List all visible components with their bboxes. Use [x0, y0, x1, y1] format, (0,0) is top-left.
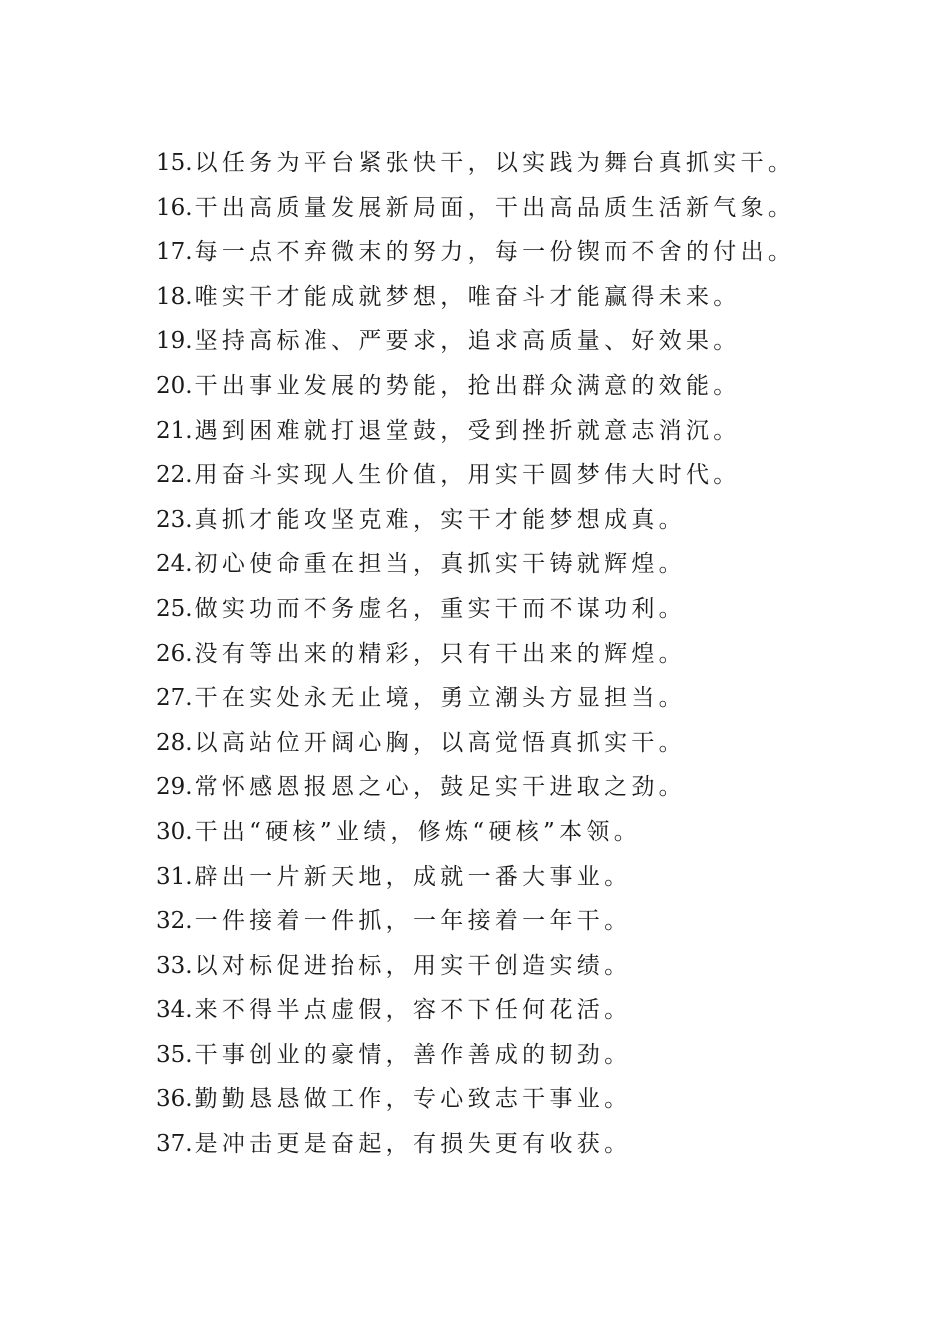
list-item	[156, 1081, 795, 1126]
item-text: 干出“硬核”业绩，修炼“硬核”本领。	[194, 818, 642, 845]
item-number: 23.	[156, 506, 193, 533]
list-item	[156, 636, 795, 681]
item-text: 干事创业的豪情，善作善成的韧劲。	[194, 1041, 632, 1068]
slogan-list	[156, 145, 795, 1171]
item-text: 干出高质量发展新局面，干出高品质生活新气象。	[194, 194, 796, 221]
list-item	[156, 1037, 795, 1082]
item-number: 17.	[156, 239, 193, 266]
item-number: 24.	[156, 551, 193, 578]
item-text: 唯实干才能成就梦想，唯奋斗才能赢得未来。	[194, 283, 741, 310]
list-item	[156, 725, 795, 770]
list-item	[156, 591, 795, 636]
list-item	[156, 502, 795, 547]
list-item	[156, 903, 795, 948]
item-text: 以任务为平台紧张快干，以实践为舞台真抓实干。	[194, 150, 796, 176]
item-number: 27.	[156, 685, 193, 712]
list-item	[156, 145, 795, 190]
list-item	[156, 546, 795, 591]
item-text: 真抓才能攻坚克难，实干才能梦想成真。	[194, 506, 686, 533]
item-number: 25.	[156, 595, 193, 622]
item-text: 来不得半点虚假，容不下任何花活。	[194, 997, 632, 1024]
list-item	[156, 1126, 795, 1171]
list-item	[156, 323, 795, 368]
list-item	[156, 413, 795, 458]
item-number: 18.	[156, 283, 193, 310]
list-item	[156, 769, 795, 814]
item-number: 29.	[156, 774, 193, 801]
item-text: 没有等出来的精彩，只有干出来的辉煌。	[194, 640, 686, 667]
item-number: 22.	[156, 462, 193, 489]
item-number: 32.	[156, 908, 193, 935]
list-item	[156, 368, 795, 413]
item-number: 26.	[156, 640, 193, 667]
item-number: 35.	[156, 1041, 193, 1068]
item-text: 用奋斗实现人生价值，用实干圆梦伟大时代。	[194, 462, 741, 489]
item-text: 坚持高标准、严要求，追求高质量、好效果。	[194, 328, 741, 355]
list-item	[156, 948, 795, 993]
item-text: 做实功而不务虚名，重实干而不谋功利。	[194, 595, 686, 622]
item-number: 31.	[156, 863, 193, 890]
item-text: 以对标促进抬标，用实干创造实绩。	[194, 952, 632, 979]
item-number: 34.	[156, 997, 193, 1024]
item-text: 干在实处永无止境，勇立潮头方显担当。	[194, 685, 686, 712]
item-number: 36.	[156, 1086, 193, 1113]
list-item	[156, 859, 795, 904]
item-text: 一件接着一件抓，一年接着一年干。	[194, 908, 632, 935]
list-item	[156, 279, 795, 324]
item-text: 是冲击更是奋起，有损失更有收获。	[194, 1131, 632, 1158]
item-text: 每一点不弃微末的努力，每一份锲而不舍的付出。	[194, 239, 796, 266]
item-text: 勤勤恳恳做工作，专心致志干事业。	[194, 1086, 632, 1113]
item-number: 15.	[156, 150, 193, 176]
item-number: 21.	[156, 417, 193, 444]
item-text: 遇到困难就打退堂鼓，受到挫折就意志消沉。	[194, 417, 741, 444]
item-number: 30.	[156, 818, 193, 845]
item-number: 37.	[156, 1131, 193, 1158]
list-item	[156, 234, 795, 279]
item-number: 19.	[156, 328, 193, 355]
item-number: 33.	[156, 952, 193, 979]
list-item	[156, 992, 795, 1037]
item-text: 干出事业发展的势能，抢出群众满意的效能。	[194, 372, 741, 399]
item-number: 16.	[156, 194, 193, 221]
item-text: 初心使命重在担当，真抓实干铸就辉煌。	[194, 551, 686, 578]
list-item	[156, 814, 795, 859]
list-item	[156, 457, 795, 502]
item-text: 常怀感恩报恩之心，鼓足实干进取之劲。	[194, 774, 686, 801]
item-number: 28.	[156, 729, 193, 756]
item-text: 以高站位开阔心胸，以高觉悟真抓实干。	[194, 729, 686, 756]
item-number: 20.	[156, 372, 193, 399]
list-item	[156, 680, 795, 725]
item-text: 辟出一片新天地，成就一番大事业。	[194, 863, 632, 890]
list-item	[156, 190, 795, 235]
